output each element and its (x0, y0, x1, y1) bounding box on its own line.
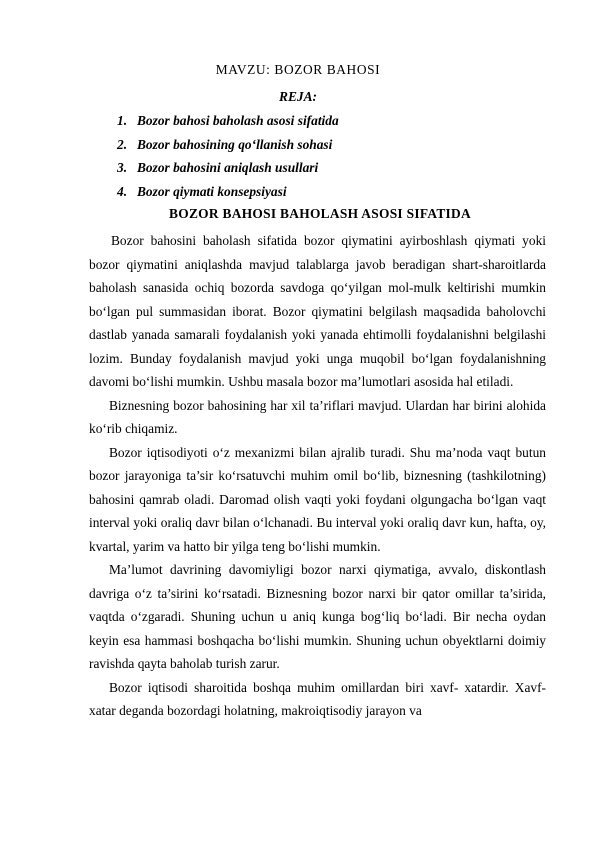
paragraph: Bozor bahosini baholash sifatida bozor qiymatini ayirboshlash qiymati yoki bozor qiymatini aniqlashda mavjud talablarga javob beradigan shart-sharoitlarda baholash sanasida ochiq bozorda savdoga qo‘yilgan mol-mulk keltirishi mumkin bo‘lgan pul summasidan iborat. Bozor qiymatini belgilash maqsadida baholovchi dastlab yanada samarali foydalanish yoki yanada ehtimolli foydalanishni belgilashi lozim. Bunday foydalanish mavjud yoki unga muqobil bo‘lgan foydalanishning davomi bo‘lishi mumkin. Ushbu masala bozor ma’lumotlari asosida hal etiladi. (89, 233, 546, 389)
plan-item (117, 109, 339, 133)
plan-item-text: Bozor bahosining qo‘llanish sohasi (137, 136, 333, 152)
plan-heading: REJA: (279, 89, 317, 104)
plan-item (117, 156, 339, 180)
plan-item-number: 4. (117, 183, 128, 199)
paragraph: Bozor iqtisodi sharoitida boshqa muhim omillardan biri xavf- xatardir. Xavf-xatar deganda bozordagi holatning, makroiqtisodiy jarayon va (89, 679, 546, 718)
document-title: MAVZU: BOZOR BAHOSI (215, 62, 381, 77)
plan-item-text: Bozor qiymati konsepsiyasi (137, 183, 287, 199)
plan-list (117, 109, 339, 203)
body-text (89, 229, 546, 723)
plan-item-text: Bozor bahosi baholash asosi sifatida (137, 113, 339, 128)
plan-item (117, 180, 339, 204)
plan-item-number: 1. (117, 113, 128, 128)
plan-item (117, 133, 339, 157)
paragraph: Ma’lumot davrining davomiyligi bozor narxi qiymatiga, avvalo, diskontlash davriga o‘z ta’sirini ko‘rsatadi. Biznesning bozor narxi bir qator omillar ta’sirida, vaqtda o‘zgaradi. Shuning uchun u aniq kunga bog‘liq bo‘ladi. Bir necha oydan keyin esa hammasi boshqacha bo‘lishi mumkin. Shuning uchun obyektlarni doimiy ravishda qayta baholab turish zarur. (89, 562, 546, 671)
paragraph: Bozor iqtisodiyoti o‘z mexanizmi bilan ajralib turadi. Shu ma’noda vaqt butun bozor jarayoniga ta’sir ko‘rsatuvchi muhim omil bo‘lib, biznesning (tashkilotning) bahosini qamrab oladi. Daromad olish vaqti yoki foydani olgungacha bo‘lgan vaqt interval yoki oraliq davr bilan o‘lchanadi. Bu interval yoki oraliq davr kun, hafta, oy, kvartal, yarim va hatto bir yilga teng bo‘lishi mumkin. (89, 444, 546, 554)
plan-item-number: 3. (117, 160, 128, 176)
paragraph: Biznesning bozor bahosining har xil ta’riflari mavjud. Ulardan har birini alohida ko‘rib chiqamiz. (89, 397, 546, 436)
section-heading: BOZOR BAHOSI BAHOLASH ASOSI SIFATIDA (169, 206, 471, 221)
plan-item-number: 2. (117, 136, 128, 152)
plan-item-text: Bozor bahosini aniqlash usullari (137, 160, 319, 176)
